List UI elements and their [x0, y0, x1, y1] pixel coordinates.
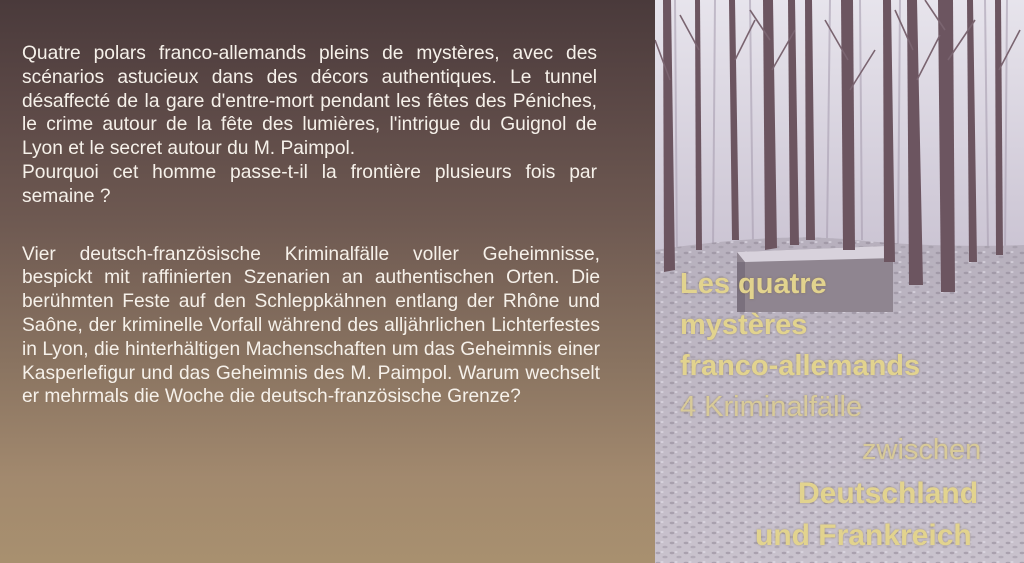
- overlay-subtitle-line-3: Deutschland: [798, 477, 979, 510]
- french-paragraph: Quatre polars franco-allemands pleins de mystères, avec des scénarios astucieux dans des décors authentiques. Le tunnel désaffecté de la gare d'entre-mort pendant les fêtes des Péniches, le crime autour de la fête des lumières, l'intrigue du Guignol de Lyon et le secret autour du M. Paimpol. Pourquoi cet homme passe-t-il la frontière plusieurs fois par semaine ?: [22, 43, 597, 207]
- overlay-subtitle-line-2: zwischen: [862, 434, 982, 466]
- overlay-title-line-2: mystères: [680, 309, 808, 341]
- overlay-subtitle-line-1: 4 Kriminalfälle: [680, 391, 863, 423]
- german-paragraph: Vier deutsch-französische Kriminalfälle voller Geheimnisse, bespickt mit raffinierten Szenarien an authentischen Orten. Die berühmten Feste auf den Schleppkähnen entlang der Rhône und Saône, der kriminelle Vorfall während des alljährlichen Lichterfestes in Lyon, die hinterhältigen Machenschaften um das Geheimnis einer Kasperlefigur und das Geheimnis des M. Paimpol. Warum wechselt er mehrmals die Woche die deutsch-französische Grenze?: [22, 243, 600, 408]
- overlay-subtitle-line-4: und Frankreich: [755, 519, 972, 552]
- overlay-title-line-3: franco-allemands: [680, 350, 921, 382]
- overlay-title-line-1: Les quatre: [680, 268, 827, 300]
